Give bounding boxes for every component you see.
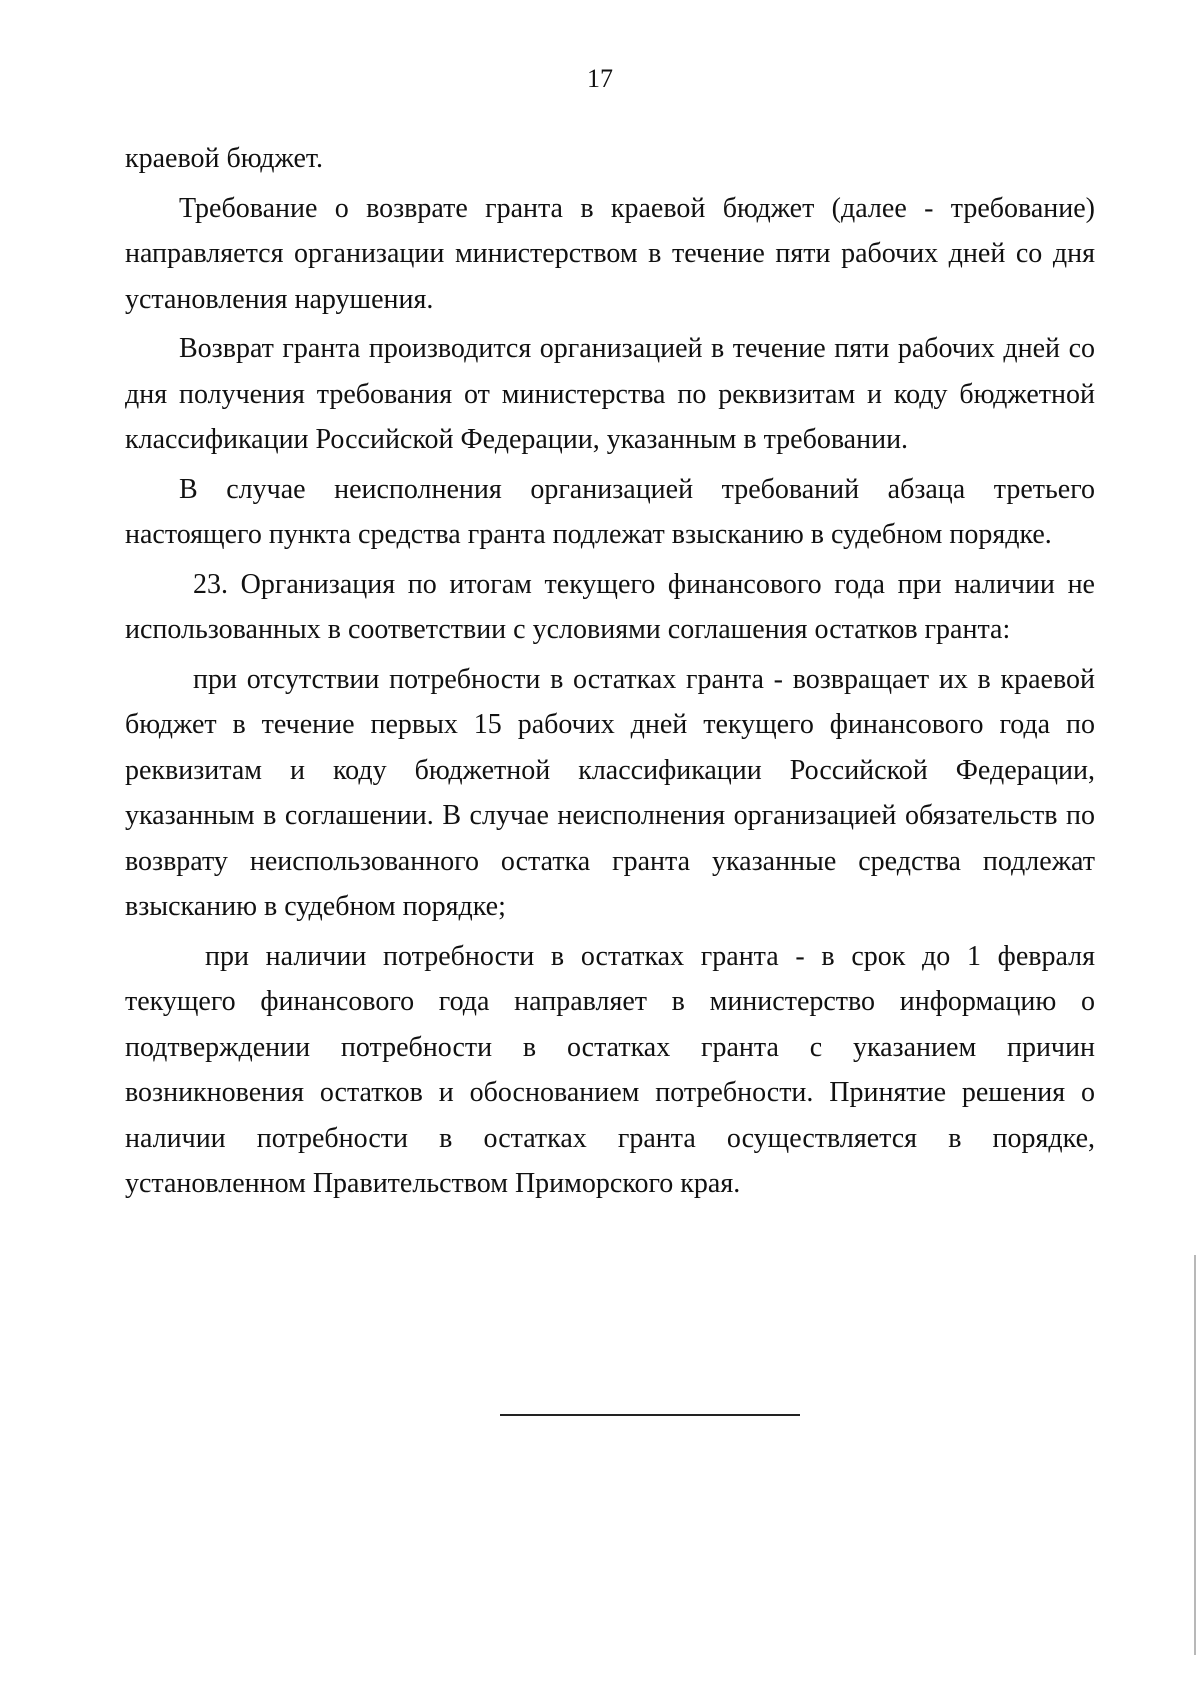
paragraph-non-fulfillment: В случае неисполнения организацией требований абзаца третьего настоящего пункта средства гранта подлежат взысканию в судебном порядке. (125, 473, 1095, 550)
end-of-text-rule (500, 1414, 800, 1416)
scan-edge-mark (1194, 1255, 1196, 1655)
paragraph-grant-return: Возврат гранта производится организацией в течение пяти рабочих дней со дня получения требования от министерства по реквизитам и коду бюджетной классификации Российской Федерации, указанным в требовании. (125, 333, 1095, 455)
paragraph-no-need-residue: при отсутствии потребности в остатках гранта - возвращает их в краевой бюджет в течение первых 15 рабочих дней текущего финансового года по реквизитам и коду бюджетной классификации Российской Федерации, указанным в соглашении. В случае неисполнения организацией обязательств по возврату неиспользованного остатка гранта указанные средства подлежат взысканию в судебном порядке; (125, 663, 1095, 922)
paragraph-item-23: 23. Организация по итогам текущего финансового года при наличии не использованных в соответствии с условиями соглашения остатков гранта: (125, 568, 1095, 645)
document-body (125, 136, 1095, 1207)
paragraph-need-residue: при наличии потребности в остатках гранта - в срок до 1 февраля текущего финансового года направляет в министерство информацию о подтверждении потребности в остатках гранта с указанием причин возникновения остатков и обоснованием потребности. Принятие решения о наличии потребности в остатках гранта осуществляется в порядке, установленном Правительством Приморского края. (125, 940, 1095, 1199)
paragraph-return-demand: Требование о возврате гранта в краевой бюджет (далее - требование) направляется организации министерством в течение пяти рабочих дней со дня установления нарушения. (125, 192, 1095, 315)
page-number: 17 (587, 64, 613, 93)
paragraph-continuation: краевой бюджет. (125, 143, 323, 174)
